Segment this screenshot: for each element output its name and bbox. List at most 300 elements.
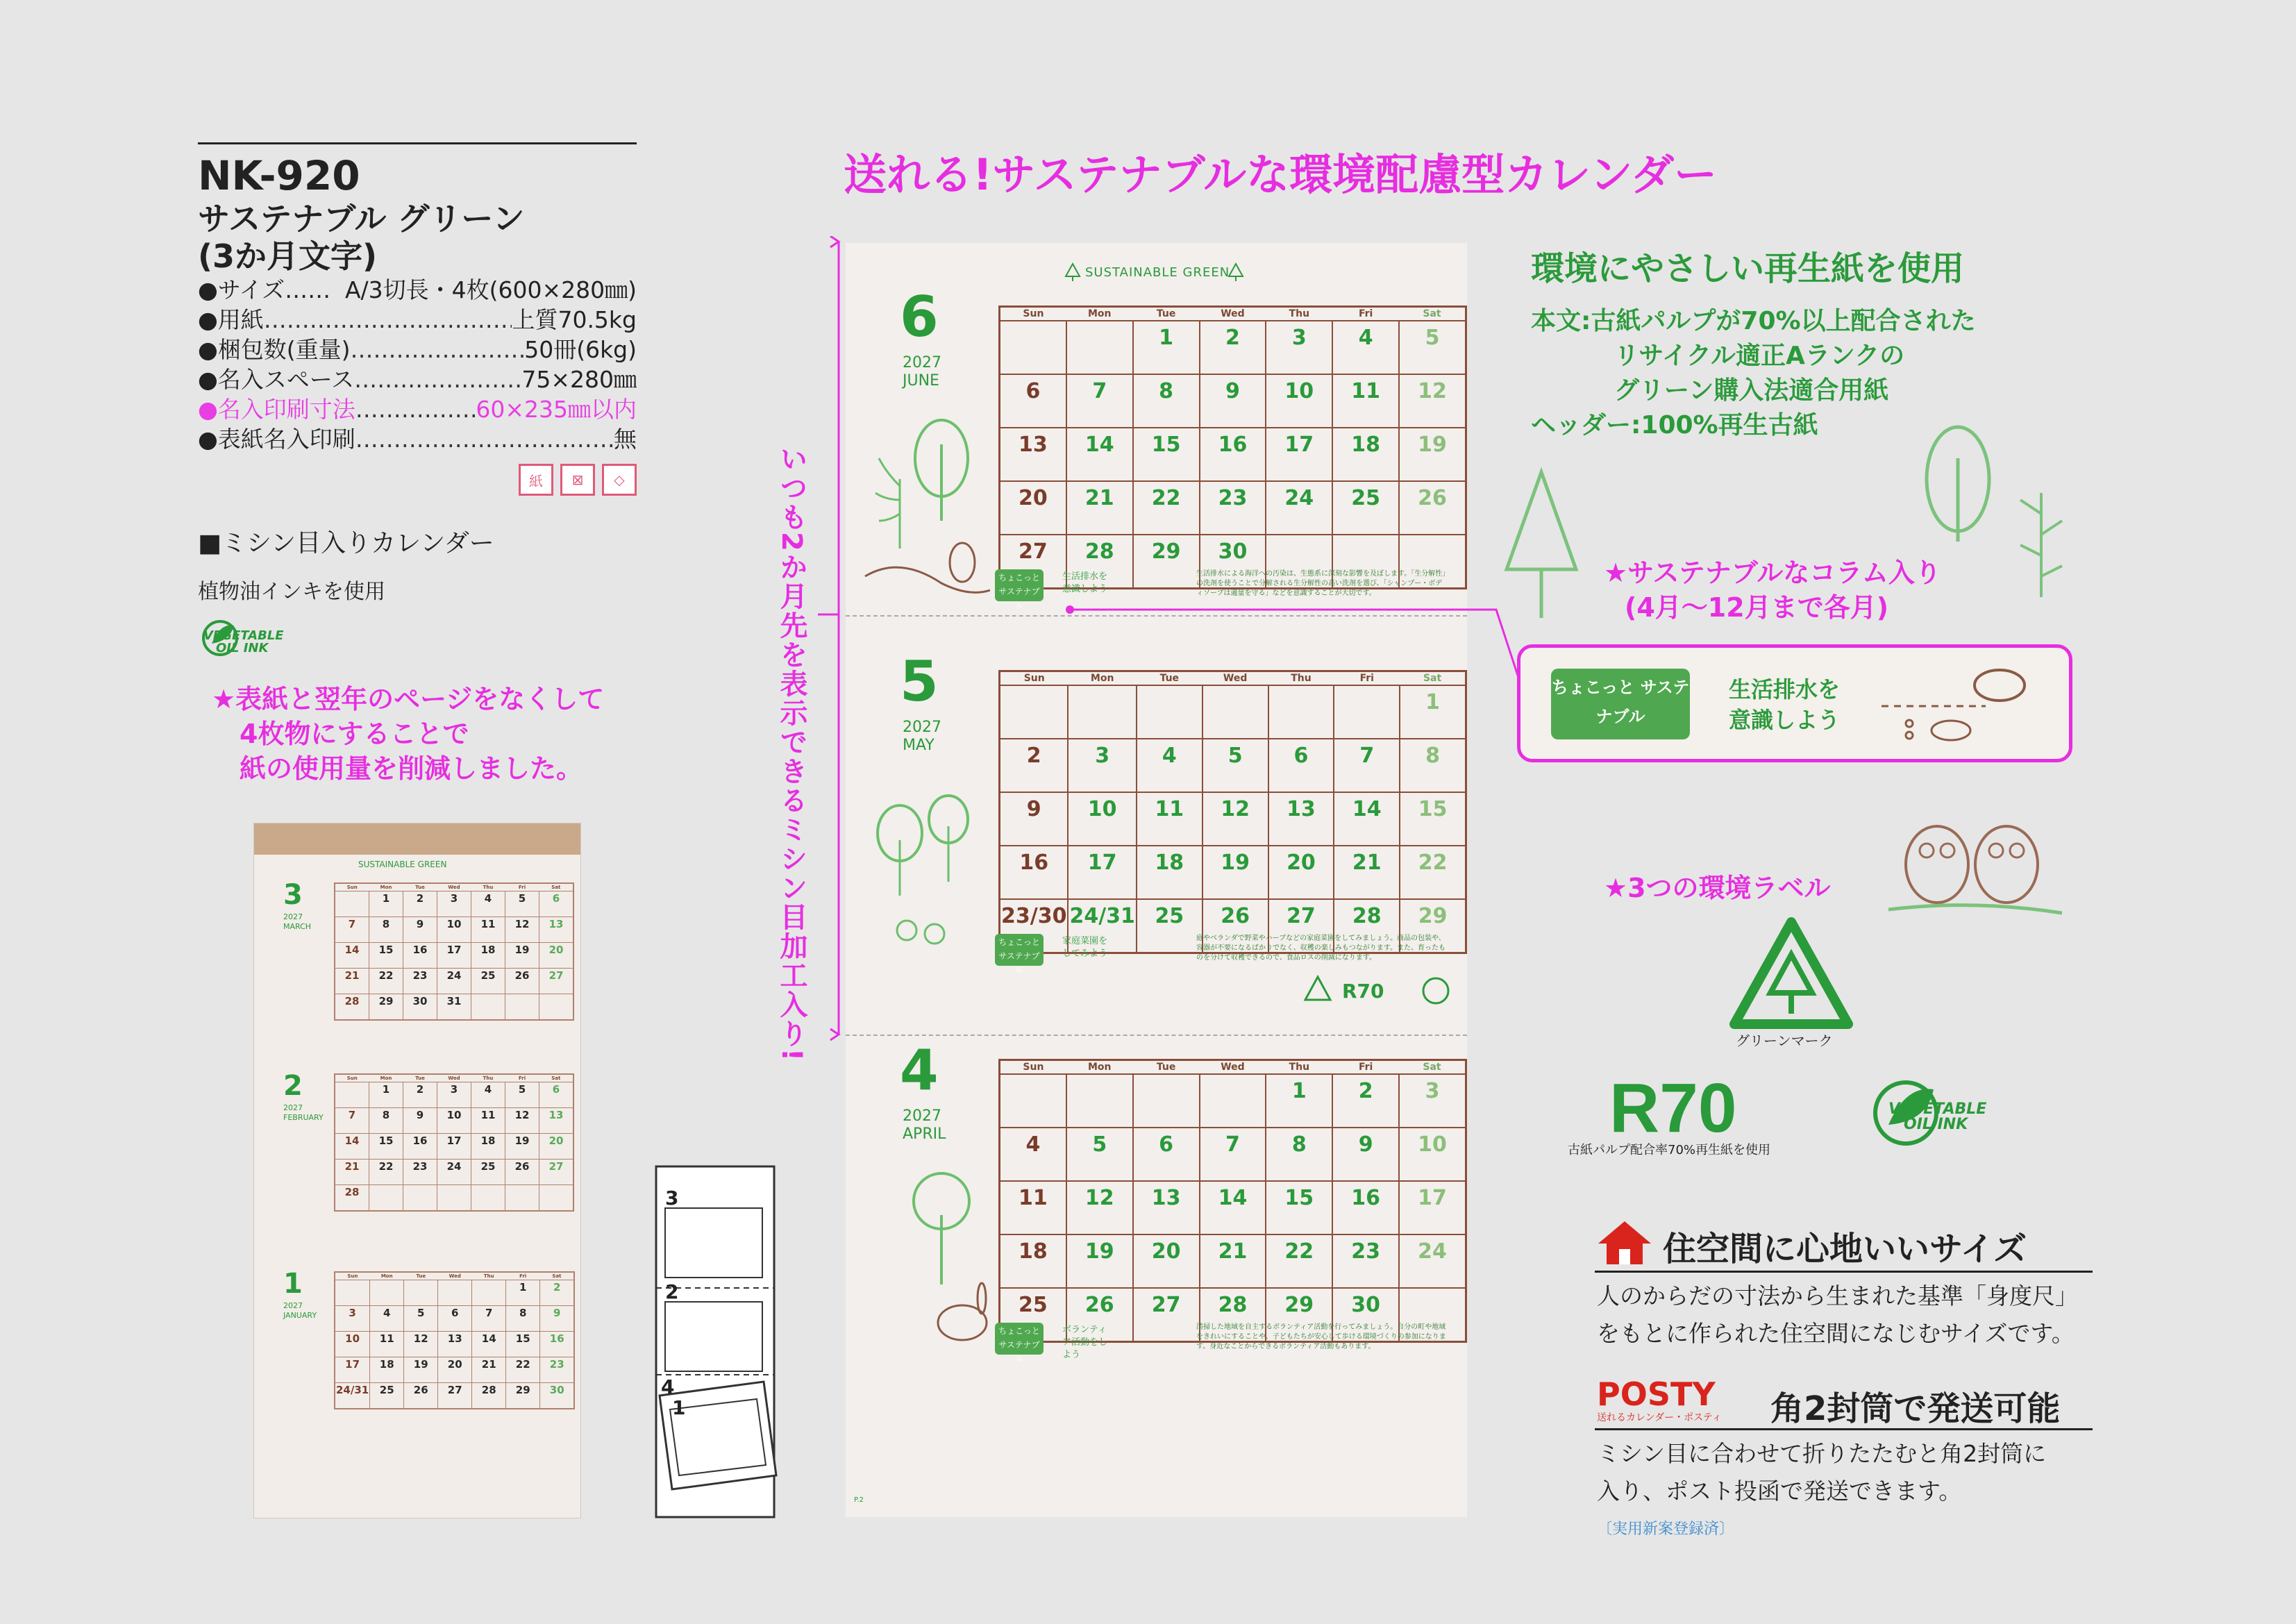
day-cell: 28 <box>1334 899 1400 953</box>
weekday-header: Wed <box>437 1074 471 1082</box>
thumbnail-brand: SUSTAINABLE GREEN <box>358 860 447 869</box>
day-cell: 1 <box>369 1082 403 1108</box>
day-cell: 12 <box>1399 374 1466 428</box>
note-line-3: 紙の使用量を削減しました。 <box>240 753 583 784</box>
day-cell: 30 <box>1332 1288 1399 1342</box>
weekday-header: Sat <box>1400 671 1466 686</box>
day-cell: 23 <box>403 969 437 994</box>
recycled-line-2: リサイクル適正Aランクの <box>1614 342 1905 370</box>
day-cell: 14 <box>335 943 369 969</box>
day-cell: 3 <box>437 1082 471 1108</box>
day-cell: 6 <box>539 891 574 917</box>
day-cell: 14 <box>1334 792 1400 846</box>
day-cell: 4 <box>471 891 505 917</box>
spec-key: ●用紙 <box>198 306 264 333</box>
weekday-header: Wed <box>1200 307 1266 321</box>
spec-leader <box>264 305 512 335</box>
spec-key: ●表紙名入印刷 <box>198 426 355 453</box>
day-cell: 12 <box>505 1108 539 1134</box>
weekday-header: Thu <box>471 883 505 891</box>
registered-note: 〔実用新案登録済〕 <box>1597 1521 1735 1538</box>
house-icon <box>1595 1219 1654 1267</box>
weekday-header: Sun <box>1000 307 1066 321</box>
weekday-header: Mon <box>1066 1060 1133 1075</box>
note-line-1: ★表紙と翌年のページをなくして <box>212 684 605 714</box>
day-cell: 10 <box>437 917 471 943</box>
day-cell <box>437 1185 471 1212</box>
day-cell: 11 <box>1137 792 1203 846</box>
weekday-header: Wed <box>1203 671 1268 686</box>
day-cell: 16 <box>1000 846 1069 899</box>
day-cell <box>438 1280 472 1306</box>
day-cell: 11 <box>471 1108 505 1134</box>
weekday-header: Sat <box>1399 307 1466 321</box>
r70-text: R70 <box>1609 1073 1737 1139</box>
day-cell: 13 <box>438 1332 472 1357</box>
column-title: 家庭菜園をしてみよう <box>1062 936 1108 959</box>
spec-leader <box>355 424 614 454</box>
day-cell: 7 <box>335 1108 369 1134</box>
callout-title-line-1: 生活排水を <box>1729 676 1841 703</box>
day-cell: 5 <box>505 891 539 917</box>
day-cell: 8 <box>369 1108 403 1134</box>
day-cell: 4 <box>471 1082 505 1108</box>
calendar-thumbnail <box>253 823 581 1518</box>
day-cell: 23/30 <box>1000 899 1069 953</box>
day-cell <box>403 1185 437 1212</box>
day-cell: 24 <box>1266 481 1332 535</box>
vegetable-large-text: VEGETABLE <box>1888 1100 1987 1118</box>
weekday-header: Sat <box>540 1272 575 1280</box>
day-cell: 1 <box>1400 685 1466 739</box>
green-mark-icon <box>1729 916 1854 1031</box>
spec-value: A/3切長・4枚(600×280㎜) <box>344 276 637 303</box>
day-cell: 31 <box>437 994 471 1021</box>
day-cell: 30 <box>540 1383 575 1409</box>
fold-label-2: 2 <box>665 1280 679 1303</box>
weekday-header: Mon <box>1068 671 1136 686</box>
day-cell: 15 <box>1266 1181 1332 1234</box>
day-cell: 6 <box>438 1306 472 1332</box>
month-name: MAY <box>903 737 935 754</box>
weekday-header: Thu <box>1268 671 1334 686</box>
weekday-header: Thu <box>1266 307 1332 321</box>
day-cell: 14 <box>1200 1181 1266 1234</box>
day-cell: 10 <box>1068 792 1136 846</box>
thumb-month-name: MARCH <box>283 922 312 931</box>
day-cell <box>335 1082 369 1108</box>
day-cell: 13 <box>539 1108 574 1134</box>
weekday-header: Tue <box>1133 1060 1200 1075</box>
day-cell <box>335 1280 370 1306</box>
column-badge: ちょこっと サステナブル <box>995 569 1044 601</box>
column-title: ボランティア活動をしよう <box>1062 1325 1108 1360</box>
weekday-header: Tue <box>404 1272 438 1280</box>
rabbit-illustration <box>858 1146 990 1354</box>
column-text: 清掃した地域を自主するボランティア活動を行ってみましょう。自分の町や地域をきれいにすることや、子どもたちが安心して歩ける環境づくりの参加になります。身近なことからできるボランティア活動もあります。 <box>1196 1323 1446 1350</box>
plants-illustration <box>858 722 990 958</box>
weekday-header: Mon <box>1066 307 1133 321</box>
day-cell: 1 <box>506 1280 540 1306</box>
day-cell: 24 <box>437 969 471 994</box>
size-body <box>1597 1278 2078 1353</box>
weekday-header: Wed <box>437 883 471 891</box>
headline: 送れる!サステナブルな環境配慮型カレンダー <box>844 149 1718 200</box>
day-cell: 19 <box>1203 846 1268 899</box>
day-cell: 8 <box>1400 739 1466 792</box>
day-cell <box>505 994 539 1021</box>
day-cell: 28 <box>1066 535 1133 589</box>
week-row <box>335 917 573 943</box>
day-cell: 11 <box>1000 1181 1066 1234</box>
column-feature-heading <box>1604 555 1941 625</box>
day-cell <box>369 1185 403 1212</box>
tree-illustration-left <box>1493 465 1590 625</box>
day-cell: 5 <box>404 1306 438 1332</box>
posty-line-2: 入り、ポスト投函で発送できます。 <box>1597 1477 1962 1505</box>
day-cell: 29 <box>1133 535 1200 589</box>
month-number: 5 <box>900 649 939 714</box>
weekday-header: Tue <box>1137 671 1203 686</box>
day-cell: 1 <box>1133 321 1200 374</box>
reduction-note <box>212 682 604 786</box>
day-cell: 24 <box>437 1160 471 1185</box>
day-cell: 7 <box>472 1306 506 1332</box>
week-row <box>1000 1128 1466 1181</box>
day-cell: 15 <box>369 943 403 969</box>
callout-badge: ちょこっと サステナブル <box>1551 669 1690 739</box>
day-cell: 4 <box>1137 739 1203 792</box>
day-cell: 10 <box>335 1332 370 1357</box>
month-number: 4 <box>900 1038 939 1103</box>
day-cell: 30 <box>1200 535 1266 589</box>
day-cell: 4 <box>370 1306 404 1332</box>
weekday-header: Mon <box>369 883 403 891</box>
weekday-header: Sat <box>539 1074 574 1082</box>
r70-icon <box>1609 1073 1762 1139</box>
spec-value: 50冊(6kg) <box>524 336 637 363</box>
ink-note: 植物油インキを使用 <box>198 580 385 604</box>
day-cell: 15 <box>369 1134 403 1160</box>
day-cell: 13 <box>539 917 574 943</box>
day-cell: 12 <box>1066 1181 1133 1234</box>
callout-title-line-2: 意識しよう <box>1729 707 1841 733</box>
thumb-month-year: 2027 <box>283 1301 303 1310</box>
day-cell: 16 <box>1332 1181 1399 1234</box>
size-heading: 住空間に心地いいサイズ <box>1663 1230 2027 1269</box>
day-cell: 16 <box>1200 428 1266 481</box>
day-cell: 27 <box>1133 1288 1200 1342</box>
column-feature-line-2: (4月〜12月まで各月) <box>1625 592 1889 623</box>
weekday-header: Sun <box>1000 1060 1066 1075</box>
tree-bird-illustration <box>858 382 990 604</box>
day-cell: 8 <box>1266 1128 1332 1181</box>
spec-key: ●サイズ…… <box>198 276 331 303</box>
fold-label-1: 1 <box>672 1396 686 1419</box>
posty-logo <box>1597 1375 1763 1423</box>
day-cell: 18 <box>471 943 505 969</box>
fold-window-2 <box>665 1302 762 1371</box>
day-cell: 2 <box>403 891 437 917</box>
day-cell <box>1133 1074 1200 1128</box>
day-cell <box>472 1280 506 1306</box>
month-name: JUNE <box>903 372 939 390</box>
spec-row <box>198 365 637 394</box>
eco-labels-small <box>1304 973 1457 1008</box>
column-text: 庭やベランダで野菜やハーブなどの家庭菜園をしてみましょう。商品の包装や、容器が不要になるばかりでなく、収穫の楽しみもつながります。また、育ったものを分けて収穫できるので、食品ロスの削減になります。 <box>1196 935 1446 962</box>
day-cell: 4 <box>1332 321 1399 374</box>
month-grid <box>998 670 1467 954</box>
day-cell: 2 <box>403 1082 437 1108</box>
week-row <box>335 891 573 917</box>
day-cell: 22 <box>369 1160 403 1185</box>
thumb-month-year: 2027 <box>283 1103 303 1112</box>
day-cell: 26 <box>1203 899 1268 953</box>
fold-illustration <box>653 1163 781 1534</box>
day-cell: 14 <box>472 1332 506 1357</box>
day-cell: 6 <box>539 1082 574 1108</box>
column-badge: ちょこっと サステナブル <box>995 934 1044 966</box>
day-cell: 22 <box>1266 1234 1332 1288</box>
week-row <box>335 994 573 1021</box>
day-cell <box>505 1185 539 1212</box>
day-cell: 25 <box>471 969 505 994</box>
spec-row <box>198 275 637 305</box>
day-cell: 25 <box>370 1383 404 1409</box>
day-cell: 12 <box>404 1332 438 1357</box>
spec-value: 上質70.5kg <box>512 306 637 333</box>
day-cell: 21 <box>472 1357 506 1383</box>
day-cell: 3 <box>1399 1074 1466 1128</box>
day-cell: 24/31 <box>335 1383 370 1409</box>
spec-key: ●名入スペース <box>198 366 355 393</box>
day-cell: 19 <box>1399 428 1466 481</box>
day-cell: 15 <box>1133 428 1200 481</box>
product-name-2: (3か月文字) <box>198 237 378 275</box>
day-cell: 7 <box>1200 1128 1266 1181</box>
day-cell <box>1066 1074 1133 1128</box>
spec-key: ●名入印刷寸法 <box>198 396 355 423</box>
thumb-month-name: JANUARY <box>283 1311 317 1320</box>
weekday-header: Fri <box>505 1074 539 1082</box>
day-cell: 23 <box>540 1357 575 1383</box>
spec-value: 無 <box>614 426 637 453</box>
day-cell: 19 <box>1066 1234 1133 1288</box>
day-cell <box>1000 685 1069 739</box>
day-cell: 20 <box>1268 846 1334 899</box>
vegetable-oil-ink-logo-large <box>1868 1073 1993 1149</box>
weekday-header: Thu <box>472 1272 506 1280</box>
day-cell: 9 <box>403 1108 437 1134</box>
column-text: 生活排水による海洋への汚染は、生態系に深刻な影響を及ぼします。「生分解性」の洗剤を使うことで分解される生分解性の高い洗剤を選び、「シャンプー・ボディソープは適量を守る」などを意識することが大切です。 <box>1196 570 1446 597</box>
day-cell: 25 <box>1137 899 1203 953</box>
spec-value: 60×235㎜以内 <box>476 396 637 423</box>
weekday-header: Tue <box>403 883 437 891</box>
day-cell: 25 <box>471 1160 505 1185</box>
month-grid <box>334 1271 575 1409</box>
spec-key: ●梱包数(重量) <box>198 336 351 363</box>
weekday-header: Fri <box>1332 307 1399 321</box>
day-cell: 28 <box>472 1383 506 1409</box>
product-name-1: サステナブル グリーン <box>198 200 525 237</box>
month-name: APRIL <box>903 1125 946 1143</box>
owls-illustration <box>1888 809 2062 937</box>
day-cell: 22 <box>1400 846 1466 899</box>
day-cell: 6 <box>1268 739 1334 792</box>
day-cell: 23 <box>403 1160 437 1185</box>
day-cell: 30 <box>403 994 437 1021</box>
thumbnail-header <box>254 823 580 855</box>
week-row <box>1000 739 1466 792</box>
column-callout <box>1517 644 2072 762</box>
day-cell <box>370 1280 404 1306</box>
plastic-icon: ◇ <box>602 464 637 496</box>
posty-heading: 角2封筒で発送可能 <box>1770 1389 2061 1428</box>
recycled-heading: 環境にやさしい再生紙を使用 <box>1531 249 1965 288</box>
day-cell: 4 <box>1000 1128 1066 1181</box>
spec-leader <box>330 275 345 305</box>
day-cell: 29 <box>1400 899 1466 953</box>
day-cell <box>404 1280 438 1306</box>
day-cell: 8 <box>506 1306 540 1332</box>
day-cell: 6 <box>1000 374 1066 428</box>
day-cell: 3 <box>437 891 471 917</box>
day-cell: 22 <box>506 1357 540 1383</box>
day-cell: 7 <box>1334 739 1400 792</box>
month-number: 6 <box>900 285 939 349</box>
day-cell: 26 <box>1066 1288 1133 1342</box>
day-cell: 10 <box>1399 1128 1466 1181</box>
day-cell: 24 <box>1399 1234 1466 1288</box>
perforation-line-2 <box>846 1035 1467 1036</box>
posty-rule <box>1595 1428 2093 1430</box>
day-cell: 27 <box>539 969 574 994</box>
spec-value: 75×280㎜ <box>521 366 637 393</box>
day-cell: 27 <box>438 1383 472 1409</box>
weekday-header: Tue <box>1133 307 1200 321</box>
column-feature-line-1: ★サステナブルなコラム入り <box>1604 558 1941 588</box>
day-cell: 18 <box>370 1357 404 1383</box>
posty-logo-text: POSTY <box>1597 1375 1716 1413</box>
week-row <box>1000 1234 1466 1288</box>
spec-leader <box>351 335 525 365</box>
day-cell: 5 <box>505 1082 539 1108</box>
thumb-month-number: 2 <box>283 1070 303 1102</box>
spec-list <box>198 275 637 454</box>
day-cell <box>539 1185 574 1212</box>
day-cell: 26 <box>1399 481 1466 535</box>
day-cell: 10 <box>437 1108 471 1134</box>
weekday-header: Sun <box>335 883 369 891</box>
weekday-header: Fri <box>505 883 539 891</box>
callout-title <box>1729 674 1840 735</box>
day-cell: 14 <box>1066 428 1133 481</box>
day-cell: 27 <box>539 1160 574 1185</box>
range-bracket <box>811 236 846 1041</box>
day-cell: 20 <box>438 1357 472 1383</box>
spec-row <box>198 305 637 335</box>
day-cell: 5 <box>1203 739 1268 792</box>
week-row <box>1000 481 1466 535</box>
day-cell <box>539 994 574 1021</box>
month-year: 2027 <box>903 719 941 736</box>
fold-window-3 <box>665 1208 762 1278</box>
week-row <box>1000 1074 1466 1128</box>
day-cell: 25 <box>1000 1288 1066 1342</box>
day-cell: 15 <box>506 1332 540 1357</box>
spec-row <box>198 394 637 424</box>
week-row <box>335 1134 573 1160</box>
thumb-month-name: FEBRUARY <box>283 1113 324 1122</box>
vegetable-oil-ink-logo <box>199 616 284 658</box>
day-cell: 19 <box>404 1357 438 1383</box>
package-icon: ⊠ <box>560 464 595 496</box>
tree-icon <box>1064 262 1081 282</box>
weekday-header: Sun <box>1000 671 1069 686</box>
day-cell: 11 <box>471 917 505 943</box>
day-cell: 5 <box>1066 1128 1133 1181</box>
day-cell: 3 <box>1266 321 1332 374</box>
fold-label-3: 3 <box>665 1187 679 1209</box>
day-cell: 6 <box>1133 1128 1200 1181</box>
month-grid <box>998 305 1467 589</box>
page-number: P.2 <box>854 1496 864 1504</box>
perforated-label: ■ミシン目入りカレンダー <box>198 529 494 558</box>
day-cell: 17 <box>335 1357 370 1383</box>
day-cell: 9 <box>1332 1128 1399 1181</box>
day-cell: 18 <box>1137 846 1203 899</box>
week-row <box>1000 428 1466 481</box>
day-cell: 12 <box>1203 792 1268 846</box>
fold-label-4: 4 <box>661 1375 675 1398</box>
perforation-note: いつも2か月先を表示できるミシン目加工入り! <box>776 444 807 1063</box>
thumb-month-number: 1 <box>283 1268 303 1300</box>
r70-caption: 古紙パルプ配合率70%再生紙を使用 <box>1568 1143 1771 1157</box>
green-mark-caption: グリーンマーク <box>1736 1032 1833 1049</box>
day-cell: 2 <box>1000 739 1069 792</box>
day-cell: 28 <box>335 1185 369 1212</box>
weekday-header: Fri <box>506 1272 540 1280</box>
model-number: NK-920 <box>198 152 360 199</box>
day-cell: 12 <box>505 917 539 943</box>
day-cell <box>471 1185 505 1212</box>
weekday-header: Fri <box>1334 671 1400 686</box>
calendar-page <box>846 243 1467 1517</box>
weekday-header: Sun <box>335 1074 369 1082</box>
day-cell: 16 <box>403 1134 437 1160</box>
paper-recycle-icon: 紙 <box>519 464 553 496</box>
day-cell: 17 <box>1068 846 1136 899</box>
spec-top-rule <box>198 142 637 144</box>
day-cell: 23 <box>1200 481 1266 535</box>
thumb-month-year: 2027 <box>283 912 303 921</box>
day-cell: 11 <box>1332 374 1399 428</box>
day-cell <box>1200 1074 1266 1128</box>
day-cell: 20 <box>1000 481 1066 535</box>
day-cell: 8 <box>369 917 403 943</box>
weekday-header: Mon <box>369 1074 403 1082</box>
day-cell: 18 <box>1000 1234 1066 1288</box>
day-cell: 9 <box>1000 792 1069 846</box>
day-cell <box>1066 321 1133 374</box>
column-badge: ちょこっと サステナブル <box>995 1323 1044 1355</box>
week-row <box>335 1306 574 1332</box>
week-row <box>1000 321 1466 374</box>
day-cell: 21 <box>1334 846 1400 899</box>
day-cell: 26 <box>505 1160 539 1185</box>
spec-leader <box>354 365 521 394</box>
vegetable-text: VEGETABLE <box>203 628 284 643</box>
